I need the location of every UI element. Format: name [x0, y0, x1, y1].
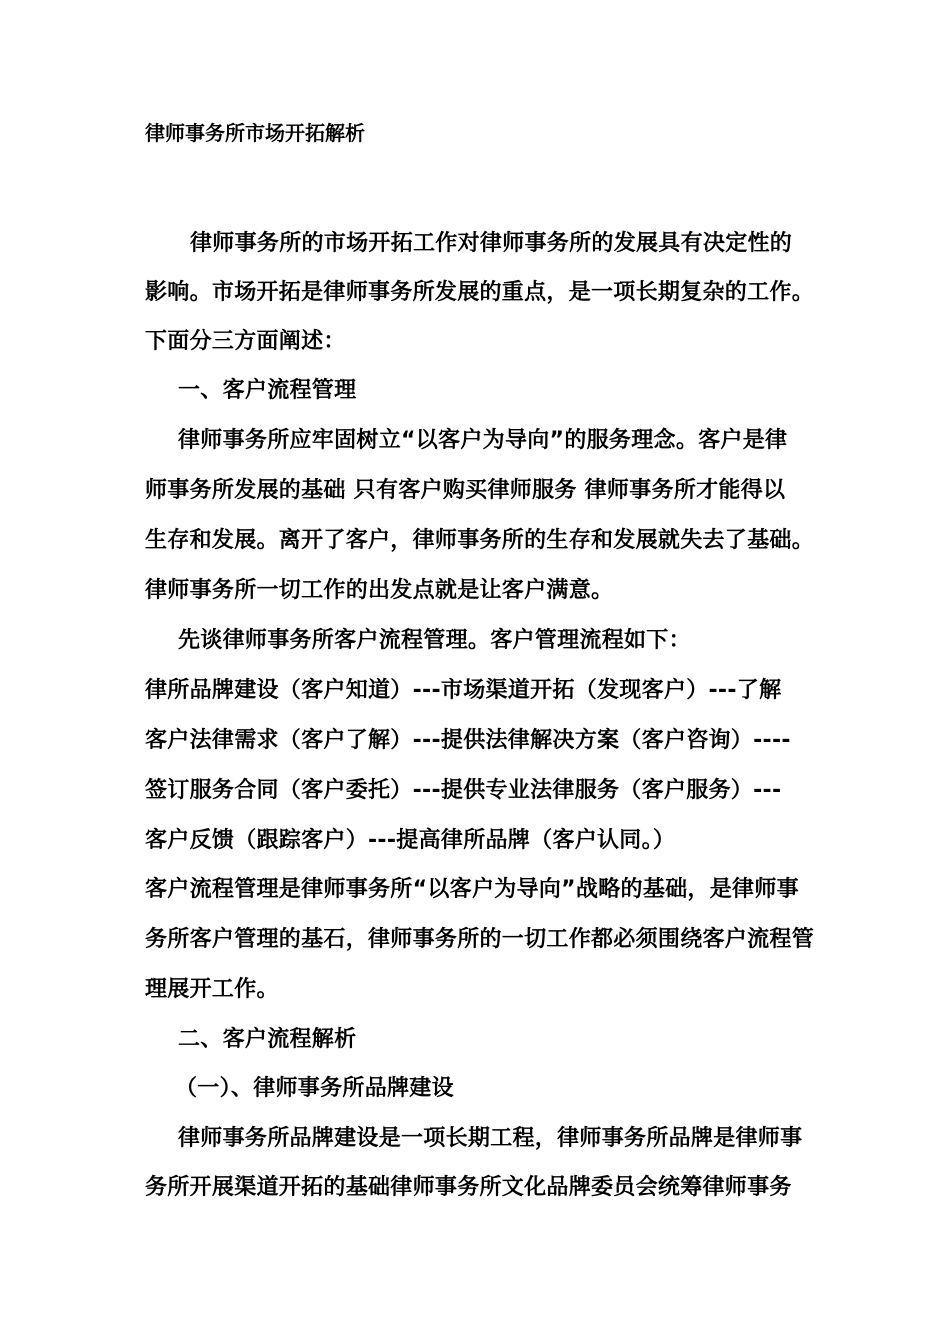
section-heading: 一、客户流程管理 — [178, 378, 357, 403]
body-line: 影响。市场开拓是律师事务所发展的重点，是一项长期复杂的工作。 — [145, 280, 815, 305]
body-line: 客户流程管理是律师事务所“以客户为导向”战略的基础，是律师事 — [145, 877, 799, 902]
body-line: 先谈律师事务所客户流程管理。客户管理流程如下： — [178, 628, 691, 653]
body-line: 客户法律需求（客户了解）---提供法律解决方案（客户咨询）---- — [145, 728, 791, 753]
body-line: 律师事务所品牌建设是一项长期工程，律师事务所品牌是律师事 — [178, 1126, 803, 1151]
body-line: 签订服务合同（客户委托）---提供专业法律服务（客户服务）--- — [145, 778, 782, 803]
subsection-heading: （一）、律师事务所品牌建设 — [175, 1076, 454, 1101]
section-heading: 二、客户流程解析 — [178, 1027, 357, 1052]
body-line: 客户反馈（跟踪客户）---提高律所品牌（客户认同。） — [145, 828, 676, 853]
body-line: 理展开工作。 — [145, 977, 279, 1002]
body-line: 律师事务所一切工作的出发点就是让客户满意。 — [145, 578, 614, 603]
document-title: 律师事务所市场开拓解析 — [145, 121, 365, 145]
body-line: 务所开展渠道开拓的基础律师事务所文化品牌委员会统筹律师事务 — [145, 1175, 792, 1200]
body-line: 律师事务所应牢固树立“以客户为导向”的服务理念。客户是律 — [178, 428, 788, 453]
body-line: 生存和发展。离开了客户，律师事务所的生存和发展就失去了基础。 — [145, 528, 815, 553]
body-line: 下面分三方面阐述： — [145, 329, 346, 354]
body-line: 律所品牌建设（客户知道）---市场渠道开拓（发现客户）---了解 — [145, 678, 782, 703]
body-line: 律师事务所的市场开拓工作对律师事务所的发展具有决定性的 — [190, 231, 793, 256]
body-line: 师事务所发展的基础 只有客户购买律师服务 律师事务所才能得以 — [145, 478, 786, 503]
body-line: 务所客户管理的基石，律师事务所的一切工作都必须围绕客户流程管 — [145, 927, 815, 952]
